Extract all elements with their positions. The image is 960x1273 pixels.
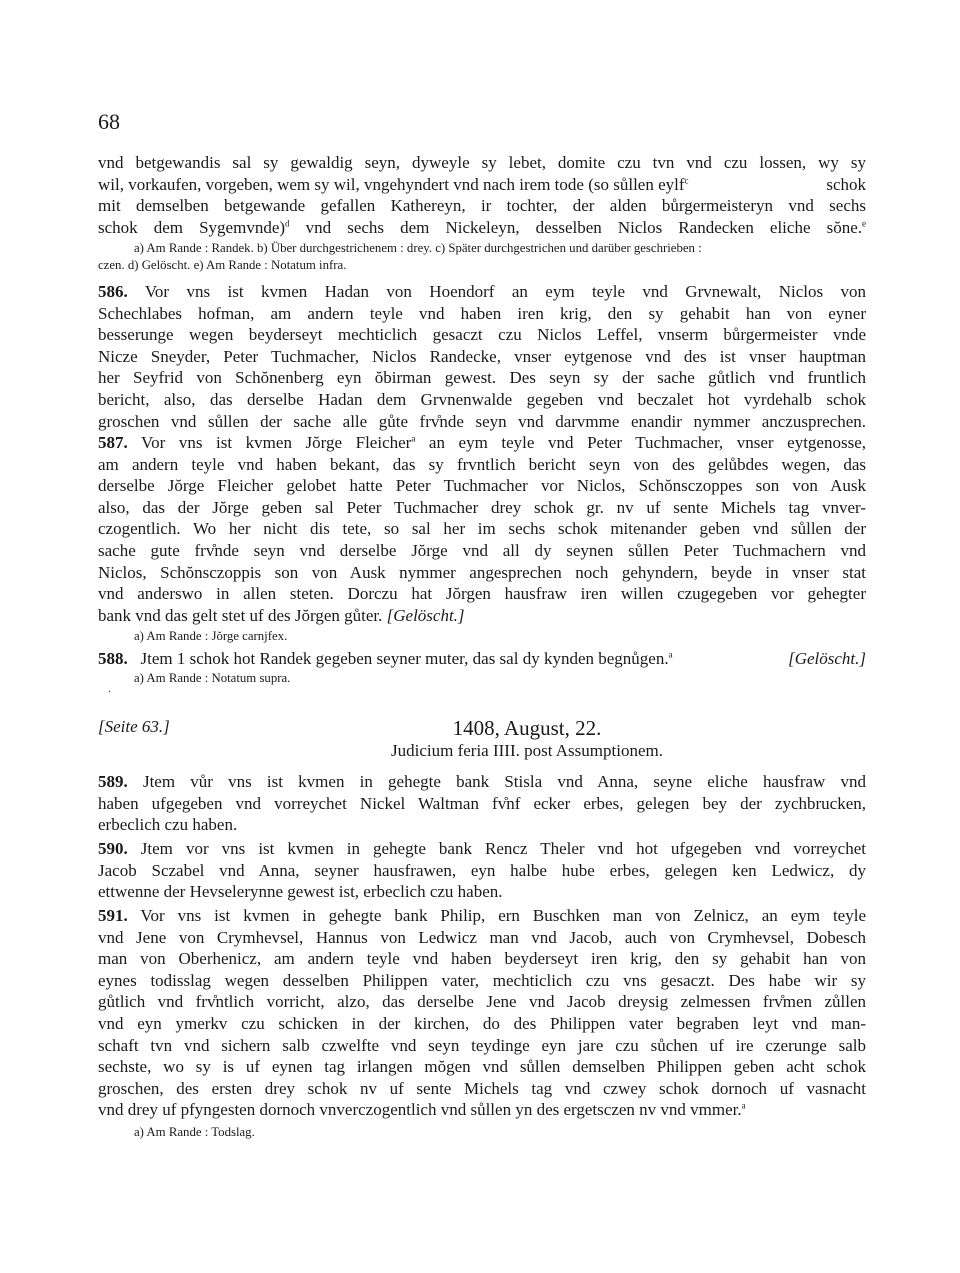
footnote-line: a) Am Rande : Randek. b) Über durchgestrichenem : drey. c) Später durchgestrichen und darüber geschrieben : bbox=[134, 241, 702, 255]
text-line: Schechlabes hofman, am andern teyle vnd haben iren krig, den sy gehabit han von eyner bbox=[98, 303, 866, 323]
text-line: besserunge wegen beyderseyt mechticlich gesaczt czu Niclos Leffel, vnserm bůrgermeister vnde bbox=[98, 325, 866, 345]
entry-588 bbox=[98, 648, 866, 670]
text-line: her Seyfrid von Schŏnenberg eyn ŏbirman gewest. Des seyn sy der sache gůtlich vnd fruntlich bbox=[98, 368, 866, 388]
text-line: 590. Jtem vor vns ist kvmen in gehegte bank Rencz Theler vnd hot ufgegeben vnd vorreychet bbox=[98, 839, 866, 858]
section-judicium: Judicium feria IIII. post Assumptionem. bbox=[391, 741, 663, 760]
entry-591 bbox=[98, 905, 866, 1121]
footnote-line: a) Am Rande : Notatum supra. bbox=[134, 671, 291, 685]
text-line: vnd eyn ymerkv czu schicken in der kirchen, do des Philippen vater begraben leyt vnd man- bbox=[98, 1013, 866, 1033]
text-line: 591. Vor vns ist kvmen in gehegte bank Philip, ern Buschken man von Zelnicz, an eym teyle bbox=[98, 906, 866, 925]
text-line: bericht, also, das derselbe Hadan dem Grvnenwalde gegeben vnd beczalet hot vyrdehalb schok bbox=[98, 389, 866, 409]
page-reference: [Seite 63.] bbox=[98, 717, 170, 736]
text-line: 589. Jtem vůr vns ist kvmen in gehegte bank Stisla vnd Anna, seyne eliche hausfraw vnd bbox=[98, 772, 867, 791]
text-line: groschen vnd sůllen der sache alle gůte frv̊nde seyn vnd darvmme enandir nymmer anczusprechen. bbox=[98, 411, 866, 431]
text-line: 588. Jtem 1 schok hot Randek gegeben seyner muter, das sal dy kynden begnůgen.$^a$ [Gelöscht.] bbox=[98, 649, 866, 668]
footnote-marker: c bbox=[684, 174, 689, 185]
text-line: am andern teyle vnd haben bekant, das sy frvntlich bericht seyn von des gelůbdes wegen, das bbox=[98, 454, 866, 474]
footnote-marker: a bbox=[668, 649, 673, 660]
text-line: wil, vorkaufen, vorgeben, wem sy wil, vngehyndert vnd nach irem tode (so sůllen eylf$^c$ schok bbox=[98, 174, 866, 194]
text-line: erbeclich czu haben. bbox=[98, 815, 238, 835]
text-line: czogentlich. Wo her nicht dis tete, so sal her im sechs schok mitenander geben vnd sůllen der bbox=[98, 519, 866, 539]
text-line: man von Oberhenicz, am andern teyle vnd haben beyderseyt iren krig, den sy gehabit han von bbox=[98, 949, 866, 969]
text-line: derselbe Jŏrge Fleicher gelobet hatte Peter Tuchmacher vor Niclos, Schŏnsczoppes son von Ausk bbox=[98, 476, 866, 496]
entry-number: 590. bbox=[98, 839, 128, 858]
entry-588-footnote bbox=[98, 670, 866, 687]
text-line: schaft tvn vnd sichern salb czwelfte vnd seyn teydinge eyn jare czu sůchen uf ire czerunge salb bbox=[98, 1035, 866, 1055]
entry-589 bbox=[98, 771, 866, 836]
text-line: sechste, wo sy is uf eynen tag irlangen mŏgen vnd sůllen demselben Philippen geben acht schok bbox=[98, 1057, 866, 1077]
footnote-marker: a bbox=[741, 1100, 746, 1111]
text-line: mit demselben betgewande gefallen Kathereyn, ir tochter, der alden bůrgermeisteryn vnd sechs bbox=[98, 196, 866, 216]
text-line: vnd Jene von Crymhevsel, Hannus von Ledwicz man vnd Jacob, auch von Crymhevsel, Dobesch bbox=[98, 927, 866, 947]
footnote-line: a) Am Rande : Jŏrge carnjfex. bbox=[134, 629, 288, 643]
text-line: groschen, des ersten drey schok nv uf sente Michels tag vnd czwey schok dornoch uf vasnacht bbox=[98, 1078, 866, 1098]
text-line: schok dem Sygemvnde)$^d$ vnd sechs dem Nickeleyn, desselben Niclos Randecken eliche sŏne.$^e$ bbox=[98, 217, 866, 237]
text-line: 586. Vor vns ist kvmen Hadan von Hoendorf an eym teyle vnd Grvnewalt, Niclos von bbox=[98, 282, 866, 301]
text-line: vnd anderswo in allen steten. Dorczu hat Jŏrgen hausfraw iren willen czugegeben vor gehegter bbox=[98, 584, 866, 604]
footnote-marker: e bbox=[862, 218, 866, 229]
text-line: eynes todisslag wegen desselben Philippen vater, mechticlich czu vns gesaczt. Des habe wir sy bbox=[98, 970, 866, 990]
text-line: also, das der Jŏrge geben sal Peter Tuchmacher drey schok gr. nv uf sente Michels tag vnver- bbox=[98, 497, 866, 517]
text-line: Nicze Sneyder, Peter Tuchmacher, Niclos Randecke, vnser eytgenose vnd des ist vnser hauptman bbox=[98, 346, 866, 366]
stray-dot: · bbox=[108, 687, 112, 698]
section-header bbox=[98, 716, 866, 761]
entry-number: 586. bbox=[98, 282, 128, 301]
footnote-line: czen. d) Gelöscht. e) Am Rande : Notatum infra. bbox=[98, 258, 347, 272]
text-line: sache gute frv̊nde seyn vnd derselbe Jŏrge vnd all dy seynen sůllen Peter Tuchmachern vnd bbox=[98, 540, 866, 560]
deleted-note: [Gelöscht.] bbox=[788, 649, 866, 668]
text-line: 587. Vor vns ist kvmen Jŏrge Fleicher$^a$ an eym teyle vnd Peter Tuchmacher, vnser eytgenosse, bbox=[98, 433, 867, 452]
text-line: haben ufgegeben vnd vorreychet Nickel Waltman fv̊nf ecker erbes, gelegen bey der zychbrucken, bbox=[98, 793, 866, 813]
entry-587-footnote bbox=[98, 628, 866, 645]
entry-586 bbox=[98, 281, 866, 432]
text-line: gůtlich vnd frv̊ntlich vorricht, alzo, das derselbe Jene vnd Jacob dreysig zelmessen frv̊men zůllen bbox=[98, 992, 866, 1012]
footnote-line: a) Am Rande : Todslag. bbox=[134, 1125, 255, 1139]
section-date: 1408, August, 22. bbox=[452, 716, 602, 740]
intro-footnotes bbox=[98, 240, 866, 274]
entry-590 bbox=[98, 838, 866, 903]
entry-587 bbox=[98, 432, 866, 626]
entry-number: 587. bbox=[98, 433, 128, 452]
deleted-note: [Gelöscht.] bbox=[386, 605, 465, 625]
footnote-marker: a bbox=[411, 433, 416, 444]
text-line: vnd betgewandis sal sy gewaldig seyn, dyweyle sy lebet, domite czu tvn vnd czu lossen, wy sy bbox=[98, 153, 866, 172]
text-line: bank vnd das gelt stet uf des Jŏrgen gůter. [Gelöscht.] bbox=[98, 605, 465, 625]
text-line: Jacob Sczabel vnd Anna, seyner hausfrawen, eyn halbe hube erbes, gelegen ken Ledwicz, dy bbox=[98, 860, 866, 880]
text-line: Niclos, Schŏnsczoppis son von Ausk nymmer angesprechen noch gehyndern, beyde in vnser stat bbox=[98, 562, 866, 582]
text-line: vnd drey uf pfyngesten dornoch vnverczogentlich vnd sůllen yn des ergetsczen nv vnd vmmer.$^a$ bbox=[98, 1100, 746, 1120]
footnote-marker: d bbox=[285, 218, 290, 229]
entry-number: 588. bbox=[98, 649, 128, 668]
page-number: 68 bbox=[98, 109, 120, 134]
text-line: ettwenne der Hevselerynne gewest ist, erbeclich czu haben. bbox=[98, 882, 503, 902]
intro-paragraph bbox=[98, 152, 866, 238]
entry-number: 589. bbox=[98, 772, 128, 791]
entry-number: 591. bbox=[98, 906, 128, 925]
entry-591-footnote bbox=[98, 1124, 866, 1141]
